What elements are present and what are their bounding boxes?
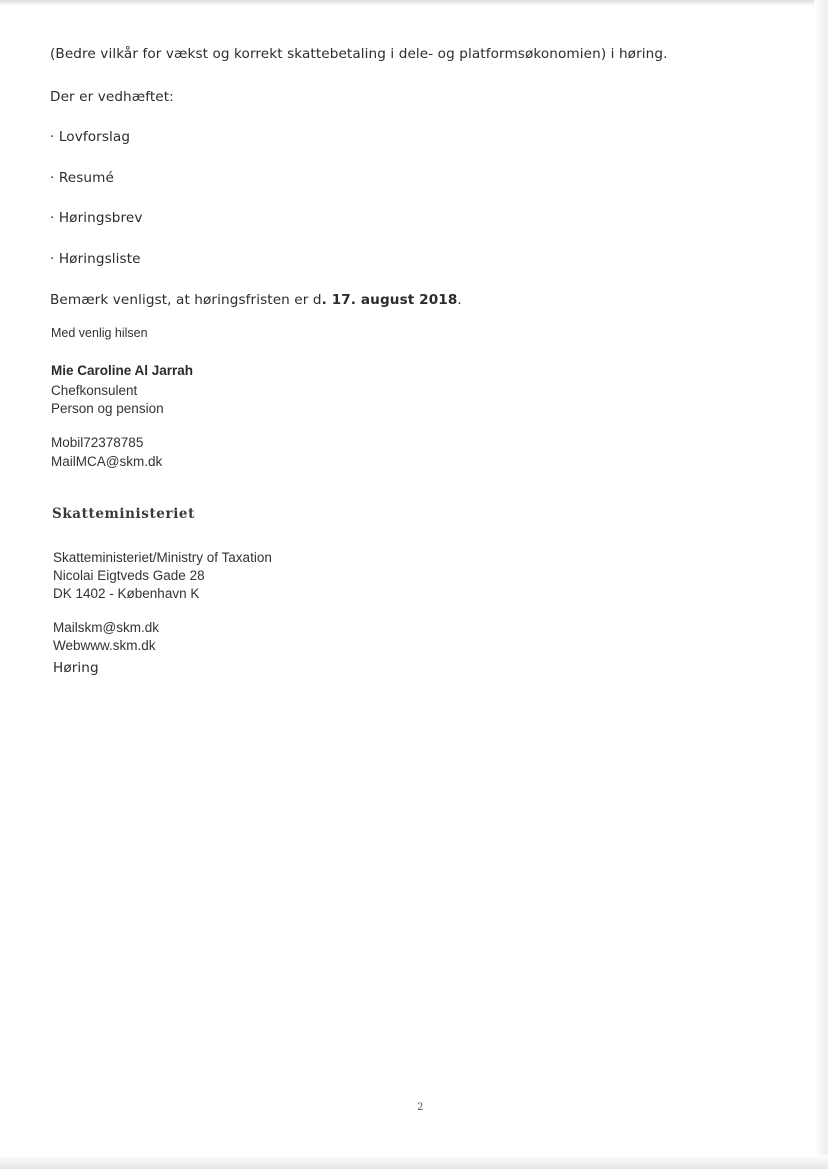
attachments-heading: Der er vedhæftet:: [50, 89, 174, 105]
organization-logo-text: Skatteministeriet: [52, 506, 195, 522]
attachment-item: · Resumé: [50, 170, 114, 186]
attachment-item: · Høringsliste: [50, 251, 141, 267]
page-number: 2: [417, 1102, 424, 1113]
signature-mail: MailMCA@skm.dk: [51, 454, 163, 469]
closing-greeting: Med venlig hilsen: [51, 326, 148, 340]
deadline-date: . 17. august 2018: [321, 292, 458, 308]
hoering-tag: Høring: [53, 660, 99, 676]
signature-name: Mie Caroline Al Jarrah: [51, 363, 194, 378]
intro-line: (Bedre vilkår for vækst og korrekt skattebetaling i dele- og platformsøkonomien) i høring.: [50, 46, 668, 62]
organization-street: Nicolai Eigtveds Gade 28: [53, 568, 205, 583]
organization-city: DK 1402 - København K: [53, 586, 200, 601]
signature-mobile: Mobil72378785: [51, 435, 144, 450]
organization-name: Skatteministeriet/Ministry of Taxation: [53, 550, 272, 565]
scan-edge-bottom: [0, 1155, 828, 1169]
deadline-notice: [50, 292, 462, 308]
signature-title: Chefkonsulent: [51, 383, 138, 398]
scan-edge-top: [0, 0, 828, 6]
deadline-prefix: Bemærk venligst, at høringsfristen er d: [50, 292, 322, 308]
organization-web: Webwww.skm.dk: [53, 638, 156, 653]
organization-mail: Mailskm@skm.dk: [53, 620, 159, 635]
signature-department: Person og pension: [51, 401, 164, 416]
deadline-suffix: .: [457, 292, 462, 308]
attachment-item: · Høringsbrev: [50, 210, 143, 226]
scan-edge-right: [814, 0, 828, 1169]
attachment-item: · Lovforslag: [50, 129, 131, 145]
